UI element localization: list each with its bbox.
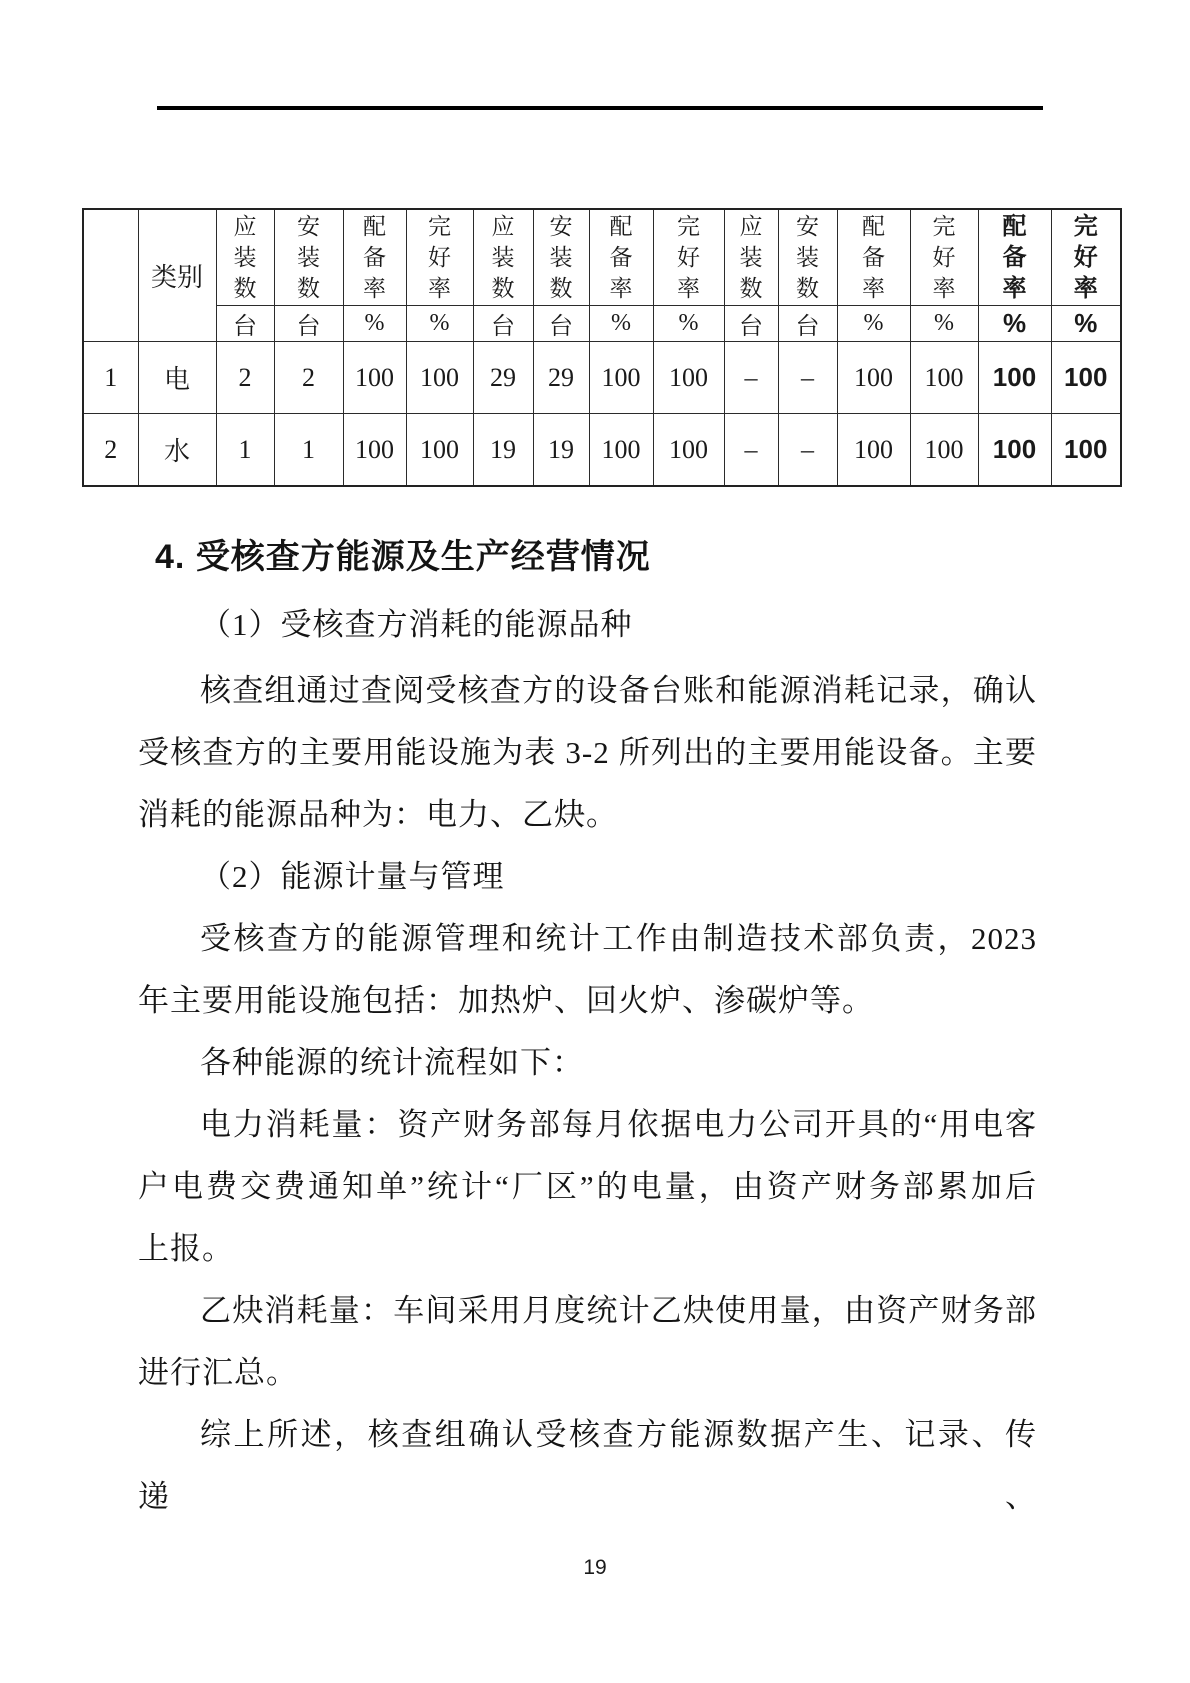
table-unit-cell: % bbox=[343, 306, 406, 342]
table-cell: 100 bbox=[343, 414, 406, 487]
table-cell: 29 bbox=[473, 342, 533, 414]
table-header-cell bbox=[653, 209, 724, 306]
text-line: 年主要用能设施包括：加热炉、回火炉、渗碳炉等。 bbox=[138, 983, 874, 1018]
table-cell: 100 bbox=[837, 342, 910, 414]
header-label: 完好率 bbox=[932, 214, 956, 301]
table-cell: 100 bbox=[910, 342, 978, 414]
text-line: 受核查方的主要用能设施为表 3-2 所列出的主要用能设备。主要 bbox=[138, 735, 1037, 770]
table-cell: 100 bbox=[978, 414, 1051, 487]
row-number-cell: 1 bbox=[83, 342, 138, 414]
table-header-cell bbox=[837, 209, 910, 306]
table-header-cell bbox=[274, 209, 343, 306]
table-cell: 100 bbox=[837, 414, 910, 487]
table-unit-cell: % bbox=[837, 306, 910, 342]
table-header-cell bbox=[910, 209, 978, 306]
table-cell: 2 bbox=[216, 342, 274, 414]
table-cell: 100 bbox=[1051, 342, 1121, 414]
table-unit-row bbox=[83, 306, 1121, 342]
table-header-cell bbox=[533, 209, 589, 306]
category-cell: 电 bbox=[138, 342, 216, 414]
table-cell: 29 bbox=[533, 342, 589, 414]
header-label: 应装数 bbox=[491, 214, 515, 301]
table-header-cell bbox=[406, 209, 473, 306]
table-header-cell bbox=[978, 209, 1051, 306]
table-header-cell bbox=[473, 209, 533, 306]
table-cell: 100 bbox=[406, 414, 473, 487]
text-line: 进行汇总。 bbox=[138, 1355, 298, 1390]
table-row bbox=[83, 342, 1121, 414]
header-label: 应装数 bbox=[233, 214, 257, 301]
header-label: 应装数 bbox=[739, 214, 763, 301]
table-header-cell bbox=[589, 209, 653, 306]
table-unit-cell: 台 bbox=[724, 306, 778, 342]
table-cell: – bbox=[724, 414, 778, 487]
table-header-cell bbox=[343, 209, 406, 306]
table-unit-cell: % bbox=[589, 306, 653, 342]
table-row bbox=[83, 414, 1121, 487]
text-line: 核查组通过查阅受核查方的设备台账和能源消耗记录，确认 bbox=[200, 673, 1037, 708]
table-unit-cell: 台 bbox=[216, 306, 274, 342]
header-label: 完好率 bbox=[1073, 213, 1098, 302]
header-label: 安装数 bbox=[297, 214, 320, 301]
table-cell: 19 bbox=[533, 414, 589, 487]
table-unit-cell: 台 bbox=[274, 306, 343, 342]
header-label: 配备率 bbox=[1002, 213, 1027, 302]
row-number-cell: 2 bbox=[83, 414, 138, 487]
meter-statistics-table bbox=[82, 208, 1122, 487]
table-cell: 100 bbox=[910, 414, 978, 487]
text-line: （2）能源计量与管理 bbox=[200, 859, 505, 894]
table-unit-cell: 台 bbox=[473, 306, 533, 342]
table-header-cell bbox=[778, 209, 837, 306]
header-label: 配备率 bbox=[609, 214, 633, 301]
table-cell: 100 bbox=[343, 342, 406, 414]
table-cell: 100 bbox=[1051, 414, 1121, 487]
body-text bbox=[138, 526, 1037, 1528]
table-cell: – bbox=[778, 342, 837, 414]
table-cell: 100 bbox=[978, 342, 1051, 414]
table-header-row bbox=[83, 209, 1121, 306]
category-cell: 水 bbox=[138, 414, 216, 487]
text-line: 受核查方的能源管理和统计工作由制造技术部负责，2023 bbox=[200, 921, 1037, 956]
header-rule bbox=[157, 106, 1043, 110]
table-cell: 100 bbox=[653, 414, 724, 487]
table-unit-cell: % bbox=[406, 306, 473, 342]
category-header-cell: 类别 bbox=[138, 209, 216, 342]
table-cell: 100 bbox=[406, 342, 473, 414]
header-label: 完好率 bbox=[677, 214, 700, 301]
page-number: 19 bbox=[583, 1556, 607, 1579]
table-unit-cell: % bbox=[978, 306, 1051, 342]
section-heading: 4. 受核查方能源及生产经营情况 bbox=[155, 538, 651, 576]
table-cell: – bbox=[724, 342, 778, 414]
corner-cell bbox=[83, 209, 138, 342]
text-line: （1）受核查方消耗的能源品种 bbox=[200, 607, 633, 642]
table-header-cell bbox=[724, 209, 778, 306]
table-cell: 100 bbox=[653, 342, 724, 414]
header-label: 安装数 bbox=[796, 214, 819, 301]
table-cell: 1 bbox=[216, 414, 274, 487]
table-unit-cell: % bbox=[1051, 306, 1121, 342]
text-line: 各种能源的统计流程如下： bbox=[200, 1045, 584, 1080]
text-line: 综上所述，核查组确认受核查方能源数据产生、记录、传递、 bbox=[138, 1417, 1037, 1514]
header-label: 配备率 bbox=[862, 214, 885, 301]
table-cell: 1 bbox=[274, 414, 343, 487]
table-header-cell bbox=[216, 209, 274, 306]
header-label: 配备率 bbox=[363, 214, 386, 301]
text-line: 消耗的能源品种为：电力、乙炔。 bbox=[138, 797, 618, 832]
header-label: 安装数 bbox=[549, 214, 573, 301]
table-cell: 19 bbox=[473, 414, 533, 487]
table-unit-cell: 台 bbox=[533, 306, 589, 342]
text-line: 乙炔消耗量：车间采用月度统计乙炔使用量，由资产财务部 bbox=[200, 1293, 1037, 1328]
table-cell: 100 bbox=[589, 414, 653, 487]
text-line: 上报。 bbox=[138, 1231, 234, 1266]
table-unit-cell: 台 bbox=[778, 306, 837, 342]
table-header-cell bbox=[1051, 209, 1121, 306]
table-cell: 100 bbox=[589, 342, 653, 414]
header-label: 完好率 bbox=[428, 214, 451, 301]
table-cell: – bbox=[778, 414, 837, 487]
text-line: 户电费交费通知单”统计“厂区”的电量，由资产财务部累加后 bbox=[138, 1169, 1037, 1204]
table-unit-cell: % bbox=[653, 306, 724, 342]
text-line: 电力消耗量：资产财务部每月依据电力公司开具的“用电客 bbox=[200, 1107, 1037, 1142]
table-unit-cell: % bbox=[910, 306, 978, 342]
table-cell: 2 bbox=[274, 342, 343, 414]
